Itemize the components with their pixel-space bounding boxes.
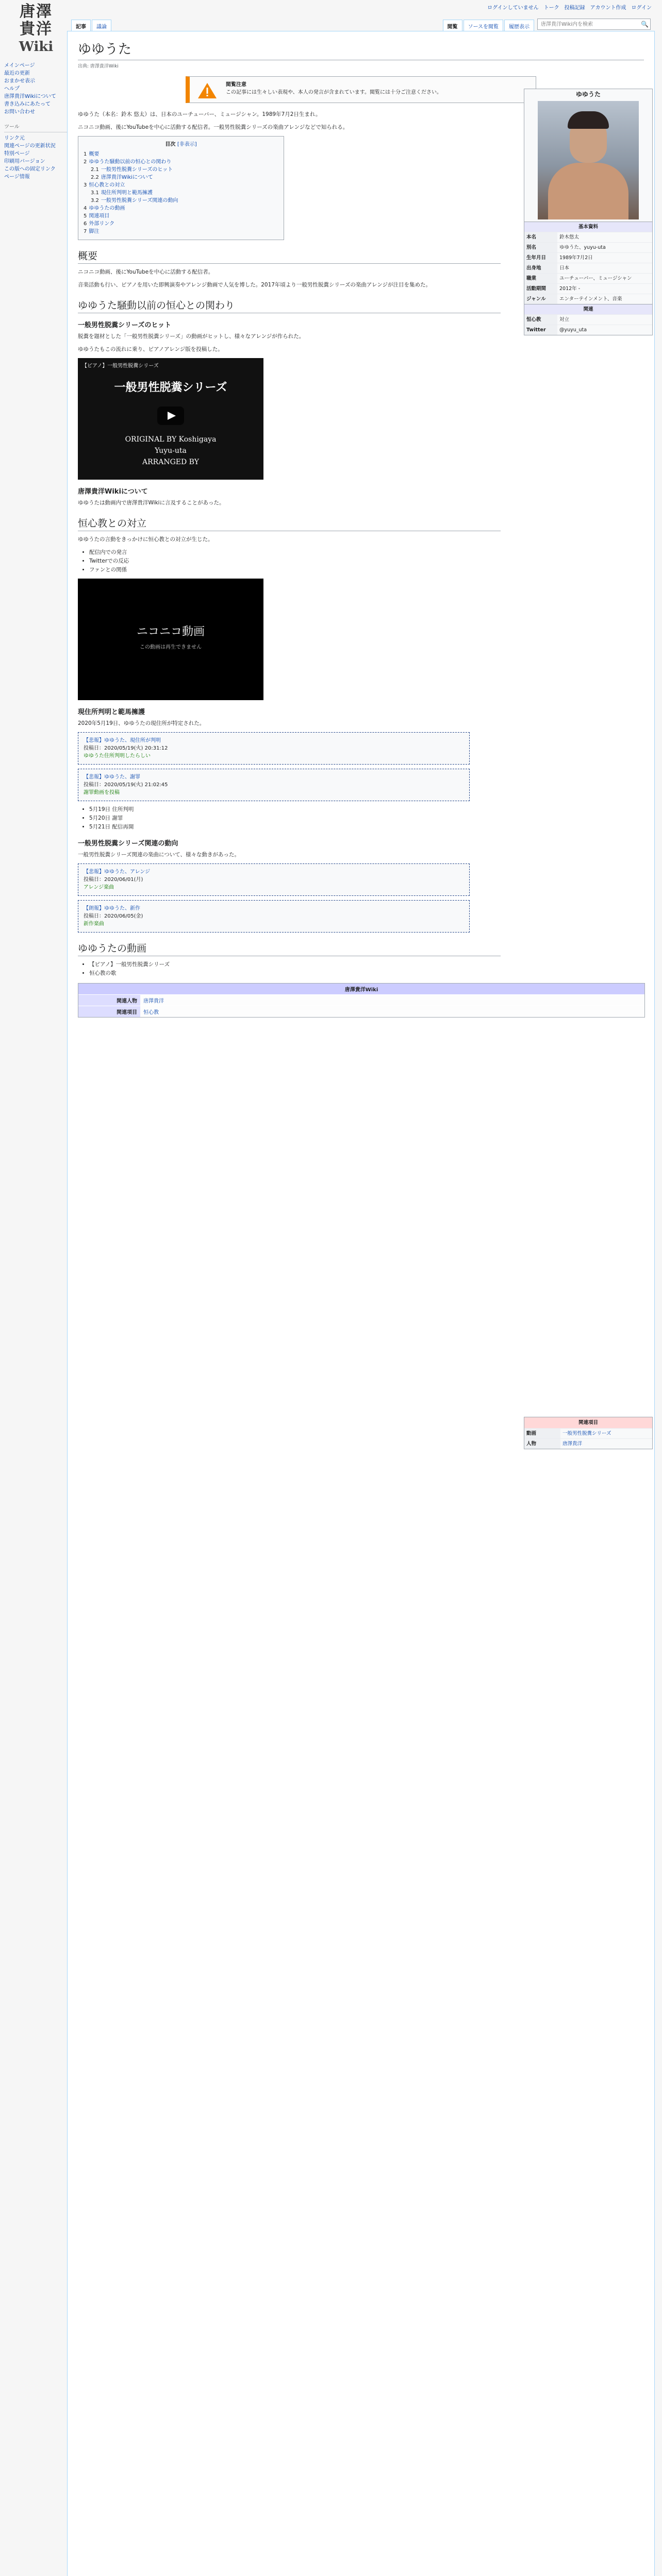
warning-box bbox=[186, 76, 536, 103]
personal-tool-link[interactable]: アカウント作成 bbox=[590, 5, 626, 11]
tab-0[interactable]: 記事 bbox=[71, 20, 91, 31]
infobox-row bbox=[524, 1428, 652, 1438]
personal-tool-link[interactable]: 投稿記録 bbox=[564, 5, 585, 11]
list-item: • ファンとの関係 bbox=[89, 566, 501, 574]
quote-line: 投稿日：2020/05/19(火) 21:02:45 bbox=[84, 782, 168, 788]
navbox-group: 関連項目 bbox=[78, 1006, 140, 1017]
hit-paragraph: 脱糞を題材とした「一般男性脱糞シリーズ」の動画がヒットし、様々なアレンジが作られた。 bbox=[78, 333, 305, 340]
infobox-section: 基本資料 bbox=[524, 222, 652, 232]
toc-item[interactable]: 4 ゆゆうたの動画 bbox=[84, 206, 125, 211]
wiki-paragraph: ゆゆうたは動画内で唐澤貴洋Wikiに言及することがあった。 bbox=[78, 500, 225, 506]
infobox-section: 関連 bbox=[524, 304, 652, 314]
sidebar-item[interactable]: ページ情報 bbox=[4, 174, 30, 180]
infobox bbox=[524, 89, 653, 335]
toc-item[interactable]: 1 概要 bbox=[84, 151, 100, 157]
table-of-contents bbox=[78, 136, 284, 240]
site-sub: 出典: 唐澤貴洋Wiki bbox=[78, 64, 119, 69]
overview-paragraph: ニコニコ動画、後にYouTubeを中心に活動する配信者。 bbox=[78, 269, 214, 275]
hit-paragraph: ゆゆうたもこの流れに乗り、ピアノアレンジ版を投稿した。 bbox=[78, 346, 223, 352]
infobox-value: 日本 bbox=[559, 265, 570, 271]
infobox-value[interactable]: 一般男性脱糞シリーズ bbox=[562, 1431, 611, 1436]
sidebar-portal bbox=[4, 123, 67, 181]
video-note: この動画は再生できません bbox=[140, 645, 202, 650]
view-tabs bbox=[443, 20, 535, 31]
video-title: 【ピアノ】一般男性脱糞シリーズ bbox=[82, 363, 159, 369]
infobox-label: 本名 bbox=[524, 232, 557, 242]
lead-paragraph: ゆゆうた（本名：鈴木 悠太）は、日本のユーチューバー、ミュージシャン。1989年7月2日生まれ。 bbox=[78, 111, 321, 117]
quote-head[interactable]: 【悲報】ゆゆうた、アレンジ bbox=[84, 869, 151, 875]
personal-tools bbox=[487, 3, 652, 11]
toc-item[interactable]: 7 脚注 bbox=[84, 229, 100, 234]
infobox-title: 関連項目 bbox=[524, 1417, 652, 1428]
sidebar-item[interactable]: 印刷用バージョン bbox=[4, 159, 45, 164]
quote-line: 投稿日：2020/06/05(金) bbox=[84, 913, 143, 919]
toc-item[interactable]: 5 関連項目 bbox=[84, 213, 110, 219]
embedded-video[interactable] bbox=[78, 358, 263, 480]
sidebar-portal-title: ツール bbox=[4, 123, 67, 132]
infobox-value: 1989年7月2日 bbox=[559, 255, 593, 261]
infobox-row bbox=[524, 263, 652, 273]
page-title: ゆゆうた bbox=[78, 39, 644, 60]
sidebar-item[interactable]: メインページ bbox=[4, 63, 35, 69]
toc-item[interactable]: 3.1 現住所判明と範馬擁護 bbox=[91, 190, 153, 196]
video-banner: ニコニコ動画 bbox=[136, 625, 205, 638]
tab-2[interactable]: 履歴表示 bbox=[504, 20, 534, 31]
subsection-series: 一般男性脱糞シリーズ関連の動向 bbox=[78, 840, 178, 848]
toc-toggle[interactable]: [非表示] bbox=[177, 142, 197, 147]
overview-paragraph: 音楽活動も行い、ピアノを用いた即興演奏やアレンジ動画で人気を博した。2017年頃より一般男性脱糞シリーズの楽曲アレンジが注目を集めた。 bbox=[78, 282, 431, 288]
infobox-label: 別名 bbox=[524, 243, 557, 252]
infobox-label: 職業 bbox=[524, 274, 557, 283]
infobox-label: 生年月日 bbox=[524, 253, 557, 263]
sidebar-item[interactable]: リンク元 bbox=[4, 135, 25, 141]
quote-line: 投稿日：2020/06/01(月) bbox=[84, 877, 143, 883]
list-item: • Twitterでの反応 bbox=[89, 557, 501, 566]
infobox-label: Twitter bbox=[524, 325, 557, 335]
infobox-row bbox=[524, 325, 652, 335]
infobox-label: 人物 bbox=[524, 1439, 560, 1449]
infobox-row bbox=[524, 273, 652, 283]
sidebar-item[interactable]: おまかせ表示 bbox=[4, 78, 35, 84]
navbox-title: 唐澤貴洋Wiki bbox=[78, 984, 644, 994]
infobox-row bbox=[524, 1438, 652, 1449]
videos-list bbox=[78, 960, 501, 978]
toc-item[interactable]: 3 恒心教との対立 bbox=[84, 182, 125, 188]
navbox-row bbox=[78, 994, 644, 1006]
navbox-list[interactable]: 恒心教 bbox=[143, 1010, 159, 1015]
sidebar-item[interactable]: この版への固定リンク bbox=[4, 166, 56, 172]
quote-head[interactable]: 【悲報】ゆゆうた、現住所が判明 bbox=[84, 738, 161, 743]
infobox-row bbox=[524, 242, 652, 252]
infobox-label: 出身地 bbox=[524, 263, 557, 273]
timeline-list bbox=[78, 805, 501, 832]
quote-line: 謝罪動画を投稿 bbox=[84, 790, 120, 795]
quote-block bbox=[78, 900, 470, 933]
navbox bbox=[78, 983, 645, 1018]
sidebar-portal bbox=[4, 62, 67, 116]
list-item: • 5月20日 謝罪 bbox=[89, 814, 501, 823]
toc-item[interactable]: 3.2 一般男性脱糞シリーズ関連の動向 bbox=[91, 198, 178, 204]
list-item: • 配信内での発言 bbox=[89, 548, 501, 557]
tab-1[interactable]: ソースを閲覧 bbox=[464, 20, 504, 31]
sidebar-item[interactable]: 関連ページの更新状況 bbox=[4, 143, 56, 149]
infobox-value: ゆゆうた、yuyu-uta bbox=[559, 245, 606, 250]
navbox-row bbox=[78, 1006, 644, 1017]
toc-item[interactable]: 6 外部リンク bbox=[84, 221, 115, 227]
sidebar-item[interactable]: 書き込みにあたって bbox=[4, 101, 51, 107]
quote-line: 投稿日：2020/05/19(火) 20:31:12 bbox=[84, 745, 168, 751]
warning-head: 閲覧注意 bbox=[226, 82, 246, 88]
quote-line: ゆゆうた住所判明したらしい bbox=[84, 753, 151, 759]
sidebar bbox=[4, 62, 67, 188]
quote-block bbox=[78, 732, 470, 765]
quote-head[interactable]: 【悲報】ゆゆうた、謝罪 bbox=[84, 774, 140, 780]
subsection-wiki: 唐澤貴洋Wikiについて bbox=[78, 488, 148, 496]
namespace-tabs bbox=[71, 20, 111, 31]
sidebar-item[interactable]: 特別ページ bbox=[4, 151, 30, 157]
subsection-hit: 一般男性脱糞シリーズのヒット bbox=[78, 321, 171, 329]
infobox-label: 恒心教 bbox=[524, 315, 557, 325]
tab-1[interactable]: 議論 bbox=[92, 20, 111, 31]
lead-paragraph: ニコニコ動画、後にYouTubeを中心に活動する配信者。一般男性脱糞シリーズの楽曲アレンジなどで知られる。 bbox=[78, 124, 349, 130]
conflict-bullets bbox=[78, 548, 501, 574]
infobox-row bbox=[524, 283, 652, 294]
infobox-label: ジャンル bbox=[524, 294, 557, 304]
infobox-label: 動画 bbox=[524, 1429, 560, 1438]
infobox-value: @yuyu_uta bbox=[559, 327, 587, 333]
infobox-row bbox=[524, 232, 652, 242]
video-line: Yuyu-uta bbox=[155, 447, 187, 455]
list-item: • 5月21日 配信再開 bbox=[89, 823, 501, 832]
infobox-row bbox=[524, 314, 652, 325]
personal-tool-link: ログインしていません bbox=[487, 5, 539, 11]
tab-0[interactable]: 閲覧 bbox=[443, 20, 462, 31]
logo-sub: Wiki bbox=[19, 39, 54, 55]
infobox-value: 鈴木悠太 bbox=[559, 234, 580, 240]
sidebar-item[interactable]: ヘルプ bbox=[4, 86, 20, 92]
conflict-paragraph: ゆゆうたの言動をきっかけに恒心教との対立が生じた。 bbox=[78, 536, 213, 543]
section-overview: 概要 bbox=[78, 248, 501, 264]
quote-block bbox=[78, 769, 470, 801]
article-body bbox=[78, 110, 501, 978]
toc-item[interactable]: 2 ゆゆうた騒動以前の恒心との関わり bbox=[84, 159, 172, 165]
search-icon[interactable]: 🔍 bbox=[641, 21, 649, 28]
personal-tool-link[interactable]: ログイン bbox=[631, 5, 652, 11]
play-button-icon[interactable] bbox=[157, 406, 184, 425]
list-item: • 5月19日 住所判明 bbox=[89, 805, 501, 814]
section-history: ゆゆうた騒動以前の恒心との関わり bbox=[78, 298, 501, 313]
quote-head[interactable]: 【朗報】ゆゆうた、新作 bbox=[84, 906, 140, 911]
toc-item[interactable]: 2.1 一般男性脱糞シリーズのヒット bbox=[91, 167, 173, 173]
quote-block bbox=[78, 863, 470, 896]
list-item[interactable]: • 恒心教の歌 bbox=[89, 969, 501, 978]
infobox-value: 2012年 - bbox=[559, 286, 581, 292]
sidebar-item[interactable]: お問い合わせ bbox=[4, 109, 35, 115]
section-videos: ゆゆうたの動画 bbox=[78, 941, 501, 956]
toc-item[interactable]: 2.2 唐澤貴洋Wikiについて bbox=[91, 175, 153, 180]
sidebar-item[interactable]: 唐澤貴洋Wikiについて bbox=[4, 94, 56, 99]
quote-line: アレンジ楽曲 bbox=[84, 885, 114, 890]
warning-text: この記事には生々しい表現や、本人の発言が含まれています。閲覧には十分ご注意ください。 bbox=[226, 90, 442, 95]
portrait-photo bbox=[538, 101, 639, 219]
video-line: ARRANGED BY bbox=[142, 458, 199, 466]
section-conflict: 恒心教との対立 bbox=[78, 516, 501, 531]
personal-tool-link[interactable]: トーク bbox=[543, 5, 559, 11]
navbox-list[interactable]: 唐澤貴洋 bbox=[143, 998, 164, 1004]
series-paragraph: 一般男性脱糞シリーズ関連の楽曲について、様々な動きがあった。 bbox=[78, 852, 240, 858]
address-paragraph: 2020年5月19日、ゆゆうたの現住所が特定された。 bbox=[78, 720, 205, 726]
infobox-value: 対立 bbox=[559, 317, 570, 323]
related-infobox bbox=[524, 1417, 653, 1449]
toc-title: 目次 [非表示] bbox=[165, 142, 197, 147]
infobox-title: ゆゆうた bbox=[575, 91, 601, 98]
video-line: ORIGINAL BY Koshigaya bbox=[125, 435, 217, 444]
infobox-row bbox=[524, 294, 652, 304]
navbox-group: 関連人物 bbox=[78, 995, 140, 1006]
infobox-value[interactable]: 唐澤貴洋 bbox=[562, 1441, 583, 1447]
video-banner: 一般男性脱糞シリーズ bbox=[114, 381, 227, 394]
infobox-value: エンターテインメント、音楽 bbox=[559, 296, 622, 302]
list-item[interactable]: • 【ピアノ】一般男性脱糞シリーズ bbox=[89, 960, 501, 969]
quote-line: 新作楽曲 bbox=[84, 921, 104, 927]
main-content bbox=[67, 31, 655, 2576]
infobox-label: 活動期間 bbox=[524, 284, 557, 294]
logo-mark: 唐澤 貴洋 bbox=[20, 3, 53, 38]
site-logo[interactable] bbox=[5, 3, 67, 60]
warning-icon bbox=[197, 82, 218, 99]
infobox-value: ユーチューバー、ミュージシャン bbox=[559, 276, 632, 281]
subsection-address: 現住所判明と範馬擁護 bbox=[78, 708, 145, 716]
infobox-row bbox=[524, 252, 652, 263]
search-input[interactable] bbox=[537, 19, 651, 30]
sidebar-item[interactable]: 最近の更新 bbox=[4, 71, 30, 76]
embedded-video[interactable] bbox=[78, 579, 263, 700]
